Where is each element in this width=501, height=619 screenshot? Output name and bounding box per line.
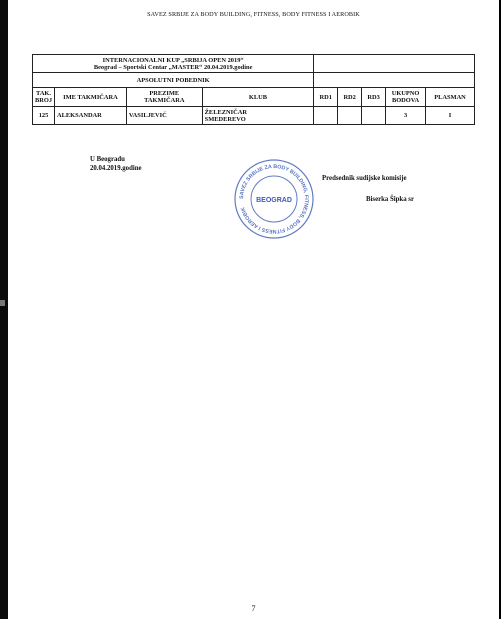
col-ime: IME TAKMIČARA [55, 88, 127, 107]
results-table [32, 54, 475, 125]
cell-rd1 [314, 107, 338, 125]
col-ukupno-line1: UKUPNO [391, 90, 420, 97]
page-number: 7 [251, 604, 256, 613]
col-tak-line1: TAK. [36, 90, 52, 97]
cell-plasman: I [426, 107, 475, 125]
cell-ukupno: 3 [386, 107, 426, 125]
col-ukupno [386, 88, 426, 107]
empty-cell [314, 55, 475, 73]
location-date-text: 20.04.2019.godine [90, 165, 142, 172]
stamp-center-text: BEOGRAD [256, 197, 292, 204]
col-prezime [126, 88, 202, 107]
cell-broj: 125 [33, 107, 55, 125]
col-rd2: RD2 [338, 88, 362, 107]
competition-venue: Beograd – Sportski Centar „MASTER“ 20.04.2019.godine [93, 63, 253, 71]
col-tak-line2: BROJ [35, 97, 53, 104]
empty-cell [314, 73, 475, 88]
competition-title-row [33, 55, 475, 73]
cell-ime: ALEKSANDAR [55, 107, 127, 125]
competition-title-cell [33, 55, 314, 73]
col-plasman: PLASMAN [426, 88, 475, 107]
cell-rd3 [362, 107, 386, 125]
left-edge [0, 0, 8, 619]
category-row [33, 73, 475, 88]
location-city: U Beogradu [90, 156, 125, 163]
federation-title: SAVEZ SRBIJE ZA BODY BUILDING, FITNESS, BODY FITNESS I AEROBIK [147, 11, 360, 18]
col-rd3: RD3 [362, 88, 386, 107]
col-ukupno-line2: BODOVA [391, 97, 420, 104]
col-tak-broj [33, 88, 55, 107]
cell-klub-line1: ŽELEZNIČAR [204, 108, 247, 116]
col-rd1: RD1 [314, 88, 338, 107]
signature-name: Biserka Šipka sr [366, 196, 414, 203]
edge-tab [0, 300, 5, 306]
category-cell: APSOLUTNI POBEDNIK [33, 73, 314, 88]
location-date [90, 155, 142, 173]
competition-title: INTERNACIONALNI KUP „SRBIJA OPEN 2019“ [102, 56, 244, 64]
cell-rd2 [338, 107, 362, 125]
header-row [33, 88, 475, 107]
signature-title: Predsednik sudijske komisije [322, 175, 407, 182]
cell-prezime: VASILJEVIĆ [126, 107, 202, 125]
col-klub: KLUB [202, 88, 314, 107]
col-prezime-line1: PREZIME [149, 90, 180, 97]
table-row [33, 107, 475, 125]
document-page [8, 0, 499, 619]
col-prezime-line2: TAKMIČARA [144, 97, 185, 104]
cell-klub-line2: SMEDEREVO [204, 115, 246, 123]
cell-klub [202, 107, 314, 125]
stamp-seal-icon [233, 158, 315, 240]
stamp-ring-text: SAVEZ SRBIJE ZA BODY BUILDING, FITNESS, BODY FITNESS I AEROBIK [238, 163, 310, 235]
